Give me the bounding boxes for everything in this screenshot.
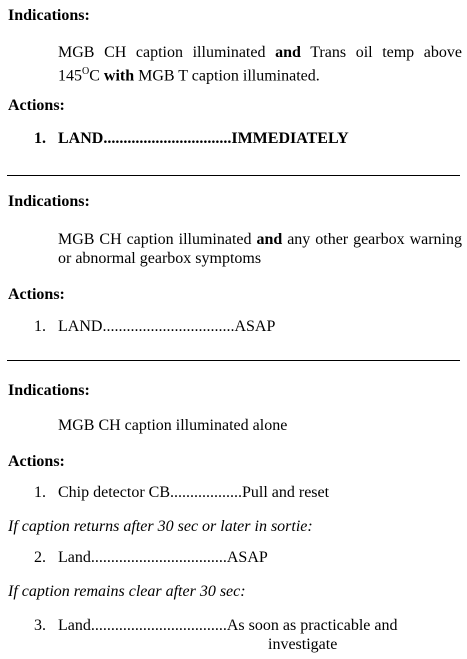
step-result-continued: investigate bbox=[268, 636, 338, 653]
condition-caption-returns: If caption returns after 30 sec or later in sortie: bbox=[8, 518, 313, 535]
step-leader: .................................. bbox=[90, 617, 227, 634]
section-1-step-1 bbox=[34, 129, 349, 148]
section-divider bbox=[7, 360, 460, 361]
section-3-indications-text: MGB CH caption illuminated alone bbox=[58, 417, 288, 434]
step-result: Pull and reset bbox=[241, 484, 330, 501]
step-result: IMMEDIATELY bbox=[231, 130, 349, 147]
section-3-actions-heading: Actions: bbox=[8, 453, 65, 470]
section-divider bbox=[7, 175, 460, 176]
step-leader: .................................. bbox=[90, 549, 227, 566]
section-3-step-3 bbox=[34, 616, 397, 635]
section-1-indications-text: MGB CH caption illuminated and Trans oil temp above $145^OC$ with MGB T caption illuminated. bbox=[58, 44, 462, 85]
step-number: 1. bbox=[34, 130, 46, 147]
step-leader: ................................. bbox=[102, 318, 235, 335]
condition-caption-clear: If caption remains clear after 30 sec: bbox=[8, 583, 246, 600]
section-3-indications-heading: Indications: bbox=[8, 382, 90, 399]
section-1-actions-heading: Actions: bbox=[8, 97, 65, 114]
section-2-indications-heading: Indications: bbox=[8, 193, 90, 210]
section-3-step-1 bbox=[34, 483, 329, 502]
step-result: As soon as practicable and bbox=[226, 617, 398, 634]
section-3-step-2 bbox=[34, 548, 268, 567]
section-2-step-1 bbox=[34, 317, 275, 336]
section-1-indications-heading: Indications: bbox=[8, 7, 90, 24]
section-2-indications-text: MGB CH caption illuminated and any other gearbox warning or abnormal gearbox symptoms bbox=[58, 231, 462, 267]
step-action: Chip detector CB bbox=[58, 484, 170, 501]
step-action: Land bbox=[58, 617, 91, 634]
step-leader: .................. bbox=[169, 484, 242, 501]
step-action: LAND bbox=[58, 318, 103, 335]
step-number: 1. bbox=[34, 484, 46, 501]
step-number: 3. bbox=[34, 617, 46, 634]
section-2-actions-heading: Actions: bbox=[8, 286, 65, 303]
step-result: ASAP bbox=[234, 318, 276, 335]
step-number: 2. bbox=[34, 549, 46, 566]
step-action: Land bbox=[58, 549, 91, 566]
step-number: 1. bbox=[34, 318, 46, 335]
step-action: LAND bbox=[58, 130, 104, 147]
step-leader: ................................ bbox=[103, 130, 232, 147]
step-result: ASAP bbox=[226, 549, 268, 566]
